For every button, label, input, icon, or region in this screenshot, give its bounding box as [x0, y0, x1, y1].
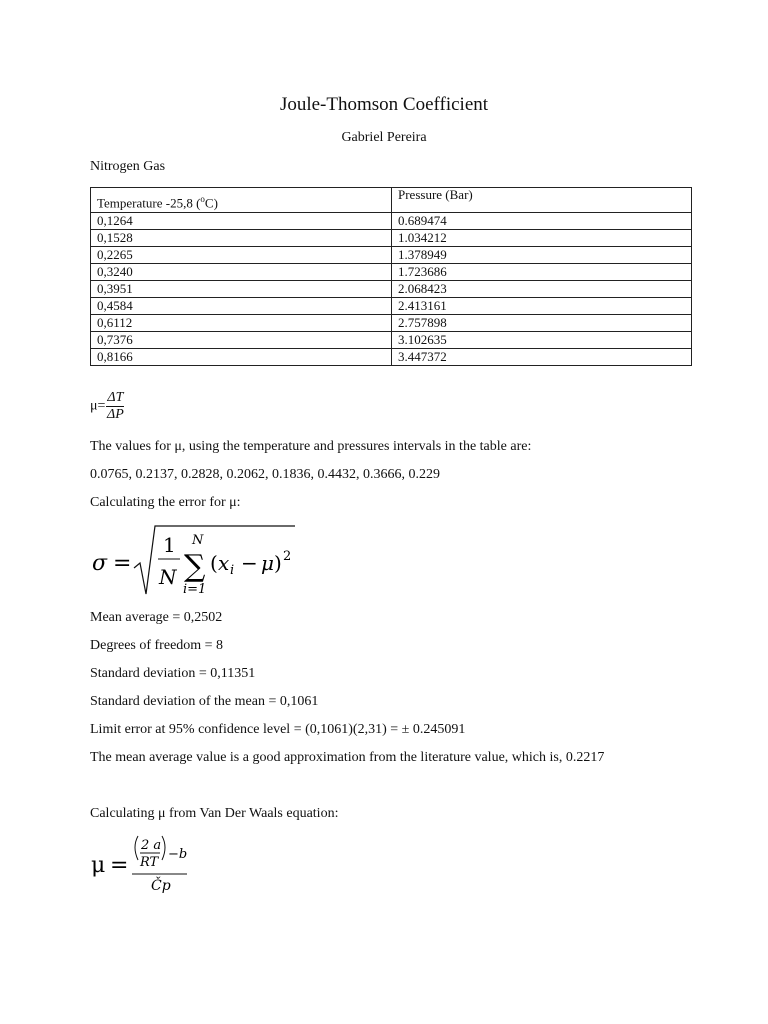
pressure-cell: 1.034212 — [392, 230, 692, 247]
x-variable: x — [218, 551, 230, 575]
conclusion-text: The mean average value is a good approximation from the literature value, which is, 0.2217 — [90, 750, 605, 765]
table-row — [91, 349, 692, 366]
minus-sign: − — [241, 551, 258, 575]
cp-term: Čp — [151, 878, 171, 894]
pressure-cell: 2.068423 — [392, 281, 692, 298]
table-row — [91, 298, 692, 315]
table-row — [91, 281, 692, 298]
exponent-two: 2 — [283, 549, 292, 564]
minus-b-term: −b — [168, 847, 188, 862]
pressure-cell: 2.757898 — [392, 315, 692, 332]
table-row — [91, 230, 692, 247]
fraction-n: N — [159, 565, 177, 589]
standard-deviation-text: Standard deviation = 0,11351 — [90, 666, 256, 681]
table-header-row — [91, 188, 692, 213]
table-row — [91, 247, 692, 264]
pressure-cell: 3.102635 — [392, 332, 692, 349]
pressure-cell: 1.378949 — [392, 247, 692, 264]
vdw-equals-sign: = — [110, 853, 129, 878]
rt-term: RT — [140, 855, 159, 870]
data-table — [90, 187, 692, 366]
header-temperature-label: Temperature -25,8 ( — [97, 195, 201, 211]
error-intro-text: Calculating the error for μ: — [90, 495, 241, 510]
values-list-text: 0.0765, 0.2137, 0.2828, 0.2062, 0.1836, 0.4432, 0.3666, 0.229 — [90, 467, 440, 482]
mu-lhs: μ= — [90, 398, 106, 414]
temperature-cell: 0,2265 — [91, 247, 392, 264]
delta-fraction — [106, 390, 124, 423]
fraction-one: 1 — [163, 533, 176, 557]
pressure-cell: 2.413161 — [392, 298, 692, 315]
left-paren — [135, 836, 138, 860]
author-name: Gabriel Pereira — [341, 130, 427, 145]
temperature-cell: 0,4584 — [91, 298, 392, 315]
vdw-mu-symbol: μ — [91, 853, 106, 878]
temperature-cell: 0,3951 — [91, 281, 392, 298]
temperature-cell: 0,7376 — [91, 332, 392, 349]
paren-close: ) — [274, 551, 282, 575]
two-a-term: 2 a — [141, 838, 162, 853]
mu-definition-formula — [90, 390, 124, 423]
table-row — [91, 264, 692, 281]
summation-symbol: ∑ — [184, 549, 206, 584]
pressure-cell: 0.689474 — [392, 213, 692, 230]
fraction-denominator: ΔP — [107, 407, 124, 422]
paren-open: ( — [210, 551, 218, 575]
degree-symbol: o — [200, 194, 205, 204]
pressure-cell: 1.723686 — [392, 264, 692, 281]
sum-upper-limit: N — [192, 533, 204, 548]
degrees-of-freedom-text: Degrees of freedom = 8 — [90, 638, 224, 653]
vdw-formula — [88, 832, 208, 896]
mean-average-text: Mean average = 0,2502 — [90, 610, 223, 625]
temperature-cell: 0,6112 — [91, 315, 392, 332]
std-deviation-mean-text: Standard deviation of the mean = 0,1061 — [90, 694, 319, 709]
fraction-numerator: ΔT — [107, 390, 124, 405]
header-pressure: Pressure (Bar) — [392, 188, 692, 213]
vdw-intro-text: Calculating μ from Van Der Waals equation: — [90, 806, 339, 821]
sum-lower-limit: i=1 — [183, 582, 207, 597]
mu-symbol: μ — [261, 551, 274, 575]
subscript-i: i — [230, 563, 235, 578]
section-subtitle: Nitrogen Gas — [90, 159, 166, 174]
temperature-cell: 0,1264 — [91, 213, 392, 230]
temperature-cell: 0,1528 — [91, 230, 392, 247]
limit-error-text: Limit error at 95% confidence level = (0,1061)(2,31) = ± 0.245091 — [90, 722, 466, 737]
table-row — [91, 315, 692, 332]
sigma-formula — [88, 522, 308, 602]
equals-sign: = — [113, 551, 132, 576]
document-title: Joule-Thomson Coefficient — [279, 94, 489, 115]
table-row — [91, 213, 692, 230]
header-temperature — [91, 188, 392, 213]
temperature-cell: 0,8166 — [91, 349, 392, 366]
sigma-symbol: σ — [92, 551, 108, 576]
right-paren — [162, 836, 165, 860]
table-row — [91, 332, 692, 349]
header-temperature-unit: C) — [204, 195, 218, 211]
values-intro-text: The values for μ, using the temperature and pressures intervals in the table are: — [90, 439, 532, 454]
pressure-cell: 3.447372 — [392, 349, 692, 366]
temperature-cell: 0,3240 — [91, 264, 392, 281]
